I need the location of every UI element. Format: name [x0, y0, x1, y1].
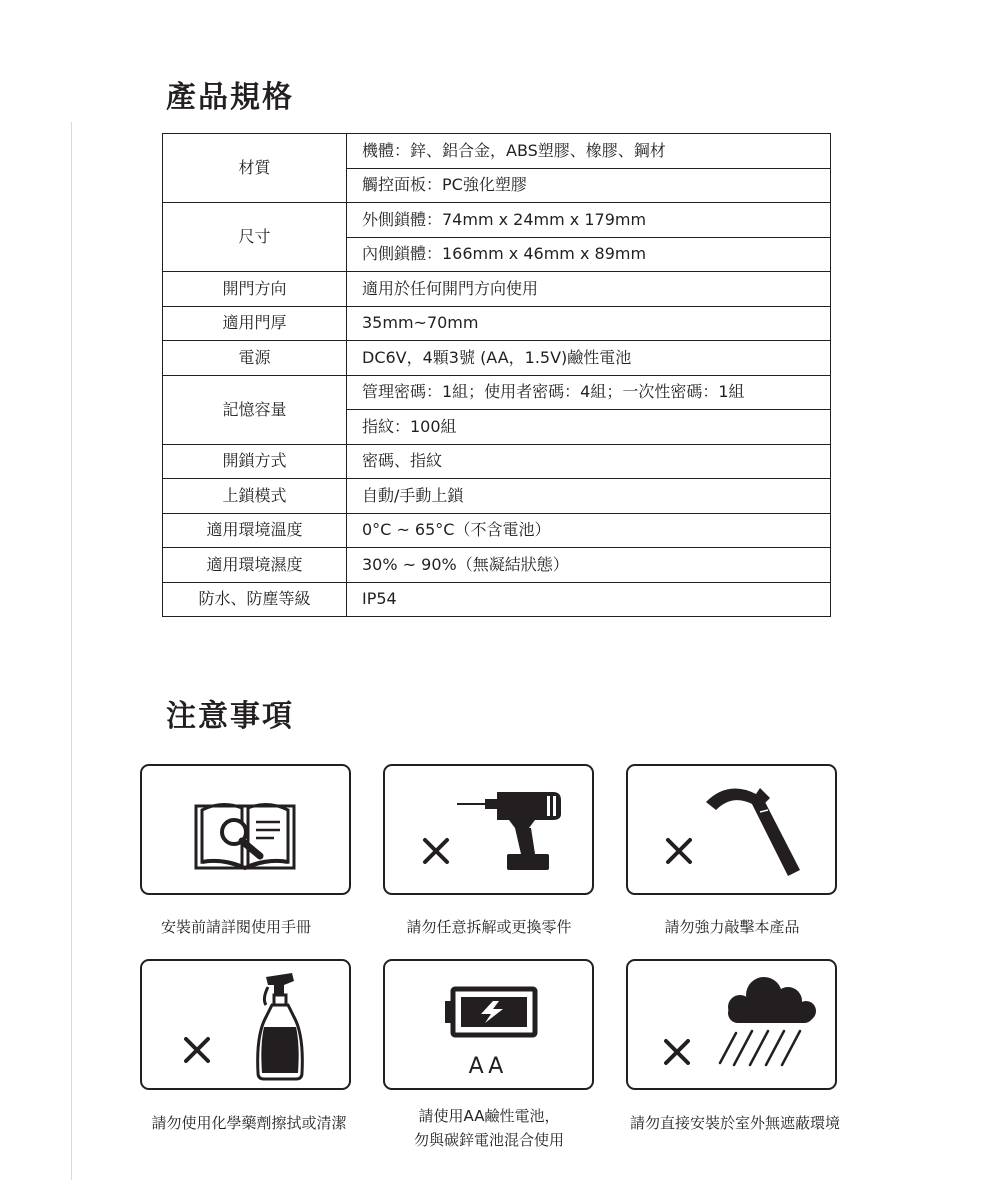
- table-row: [163, 375, 831, 410]
- battery-label: AA: [468, 1054, 508, 1079]
- table-row: [163, 203, 831, 238]
- spec-value: 自動/手動上鎖: [347, 479, 831, 514]
- table-row: [163, 306, 831, 341]
- spec-value: DC6V，4顆3號 (AA，1.5V)鹼性電池: [347, 341, 831, 376]
- caption-manual: 安裝前請詳閱使用手冊: [160, 918, 311, 936]
- caption-drill: 請勿任意拆解或更換零件: [406, 918, 572, 936]
- table-row: [163, 479, 831, 514]
- table-row: [163, 548, 831, 583]
- table-row: [163, 272, 831, 307]
- spec-value: 外側鎖體：74mm x 24mm x 179mm: [347, 203, 831, 238]
- spec-label: 材質: [163, 134, 347, 203]
- spec-value: 適用於任何開門方向使用: [347, 272, 831, 307]
- rain-cloud-icon: [628, 961, 834, 1087]
- spec-label: 上鎖模式: [163, 479, 347, 514]
- spec-value: 35mm~70mm: [347, 306, 831, 341]
- spec-label: 尺寸: [163, 203, 347, 272]
- notice-card-hammer: [626, 764, 837, 895]
- caption-rain: 請勿直接安裝於室外無遮蔽環境: [629, 1114, 840, 1132]
- spec-label: 電源: [163, 341, 347, 376]
- spec-label: 開鎖方式: [163, 444, 347, 479]
- drill-icon: [385, 766, 591, 892]
- notice-card-rain: [626, 959, 837, 1090]
- spec-value: 0°C ~ 65°C（不含電池）: [347, 513, 831, 548]
- spec-label: 防水、防塵等級: [163, 582, 347, 617]
- spec-value: 指紋：100組: [347, 410, 831, 445]
- table-row: [163, 513, 831, 548]
- notice-card-battery: [383, 959, 594, 1090]
- spec-label: 適用環境溫度: [163, 513, 347, 548]
- spec-label: 適用門厚: [163, 306, 347, 341]
- spec-value: 觸控面板：PC強化塑膠: [347, 168, 831, 203]
- left-divider: [71, 122, 72, 1180]
- caption-battery-line2: 勿與碳鋅電池混合使用: [413, 1131, 564, 1149]
- notice-card-spray: [140, 959, 351, 1090]
- table-row: [163, 341, 831, 376]
- table-row: [163, 444, 831, 479]
- spec-value: IP54: [347, 582, 831, 617]
- spec-value: 內側鎖體：166mm x 46mm x 89mm: [347, 237, 831, 272]
- notice-card-manual: [140, 764, 351, 895]
- spec-value: 機體：鋅、鋁合金，ABS塑膠、橡膠、鋼材: [347, 134, 831, 169]
- spec-title: 產品規格: [166, 80, 294, 115]
- hammer-icon: [628, 766, 834, 892]
- manual-book-icon: [142, 766, 348, 892]
- spec-value: 管理密碼：1組；使用者密碼：4組；一次性密碼：1組: [347, 375, 831, 410]
- notice-card-drill: [383, 764, 594, 895]
- table-row: [163, 134, 831, 169]
- spec-value: 密碼、指紋: [347, 444, 831, 479]
- spray-bottle-icon: [142, 961, 348, 1087]
- notes-title: 注意事項: [166, 699, 294, 734]
- spec-label: 開門方向: [163, 272, 347, 307]
- table-row: [163, 582, 831, 617]
- spec-label: 記憶容量: [163, 375, 347, 444]
- caption-spray: 請勿使用化學藥劑擦拭或清潔: [151, 1114, 347, 1132]
- spec-label: 適用環境濕度: [163, 548, 347, 583]
- caption-battery-line1: 請使用AA鹼性電池，: [418, 1107, 560, 1125]
- caption-hammer: 請勿強力敲擊本產品: [664, 918, 800, 936]
- spec-value: 30% ~ 90%（無凝結狀態）: [347, 548, 831, 583]
- spec-table: [162, 133, 831, 617]
